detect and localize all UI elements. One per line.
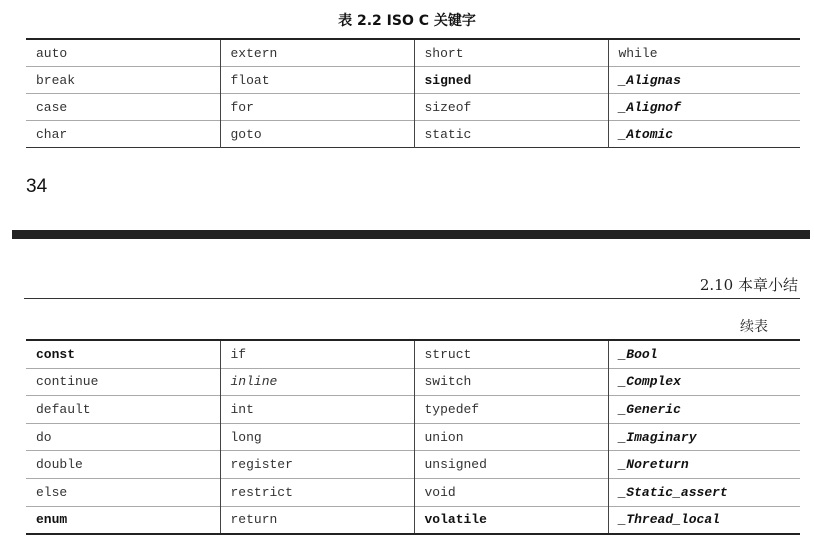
keyword-cell: int	[220, 396, 414, 424]
keyword-cell: default	[26, 396, 220, 424]
keyword-cell: extern	[220, 39, 414, 67]
keyword-cell: register	[220, 451, 414, 479]
keyword-cell: long	[220, 423, 414, 451]
keyword-cell: break	[26, 67, 220, 94]
keyword-cell: continue	[26, 368, 220, 396]
keywords-table-bottom	[26, 339, 800, 535]
keyword-cell: _Complex	[608, 368, 800, 396]
table-caption: 表 2.2 ISO C 关键字	[338, 13, 476, 29]
page-divider	[12, 230, 810, 239]
keyword-cell: short	[414, 39, 608, 67]
keyword-cell: _Imaginary	[608, 423, 800, 451]
keyword-cell: auto	[36, 45, 68, 61]
keyword-cell: const	[36, 346, 76, 362]
table-row	[26, 340, 800, 368]
table-row	[26, 423, 800, 451]
keyword-cell: inline	[220, 368, 414, 396]
table-row	[26, 396, 800, 424]
keyword-cell: for	[220, 94, 414, 121]
keyword-cell: signed	[414, 67, 608, 94]
table-row	[26, 94, 800, 121]
continued-label: 续表	[740, 319, 768, 335]
keyword-cell: float	[220, 67, 414, 94]
keyword-cell: typedef	[414, 396, 608, 424]
keyword-cell: sizeof	[414, 94, 608, 121]
header-rule	[24, 298, 800, 299]
keyword-cell: do	[26, 423, 220, 451]
keyword-cell: enum	[26, 506, 220, 534]
keyword-cell: struct	[414, 340, 608, 368]
keyword-cell: unsigned	[414, 451, 608, 479]
keyword-cell: _Alignof	[608, 94, 800, 121]
table-row	[26, 478, 800, 506]
keyword-cell: restrict	[220, 478, 414, 506]
keyword-cell: double	[26, 451, 220, 479]
keyword-cell: _Thread_local	[608, 506, 800, 534]
keywords-table-top	[26, 38, 800, 148]
table-row	[26, 39, 800, 67]
keyword-cell: while	[608, 39, 800, 67]
running-header: 2.10 本章小结	[699, 276, 798, 294]
table-row	[26, 67, 800, 94]
keyword-cell: if	[220, 340, 414, 368]
keyword-cell: _Atomic	[608, 121, 800, 148]
table-row	[26, 368, 800, 396]
keyword-cell: _Generic	[608, 396, 800, 424]
keyword-cell: _Bool	[608, 340, 800, 368]
table-row	[26, 451, 800, 479]
keyword-cell: _Noreturn	[608, 451, 800, 479]
keyword-cell: switch	[414, 368, 608, 396]
keyword-cell: _Alignas	[608, 67, 800, 94]
keyword-cell: else	[26, 478, 220, 506]
keyword-cell: volatile	[414, 506, 608, 534]
table-row	[26, 506, 800, 534]
table-row	[26, 121, 800, 148]
keyword-cell: char	[26, 121, 220, 148]
keyword-cell: _Static_assert	[608, 478, 800, 506]
keyword-cell: static	[414, 121, 608, 148]
keyword-cell: void	[414, 478, 608, 506]
keyword-cell: case	[26, 94, 220, 121]
keyword-cell: union	[414, 423, 608, 451]
keyword-cell: return	[220, 506, 414, 534]
keyword-cell: goto	[220, 121, 414, 148]
page-number: 34	[26, 176, 48, 197]
